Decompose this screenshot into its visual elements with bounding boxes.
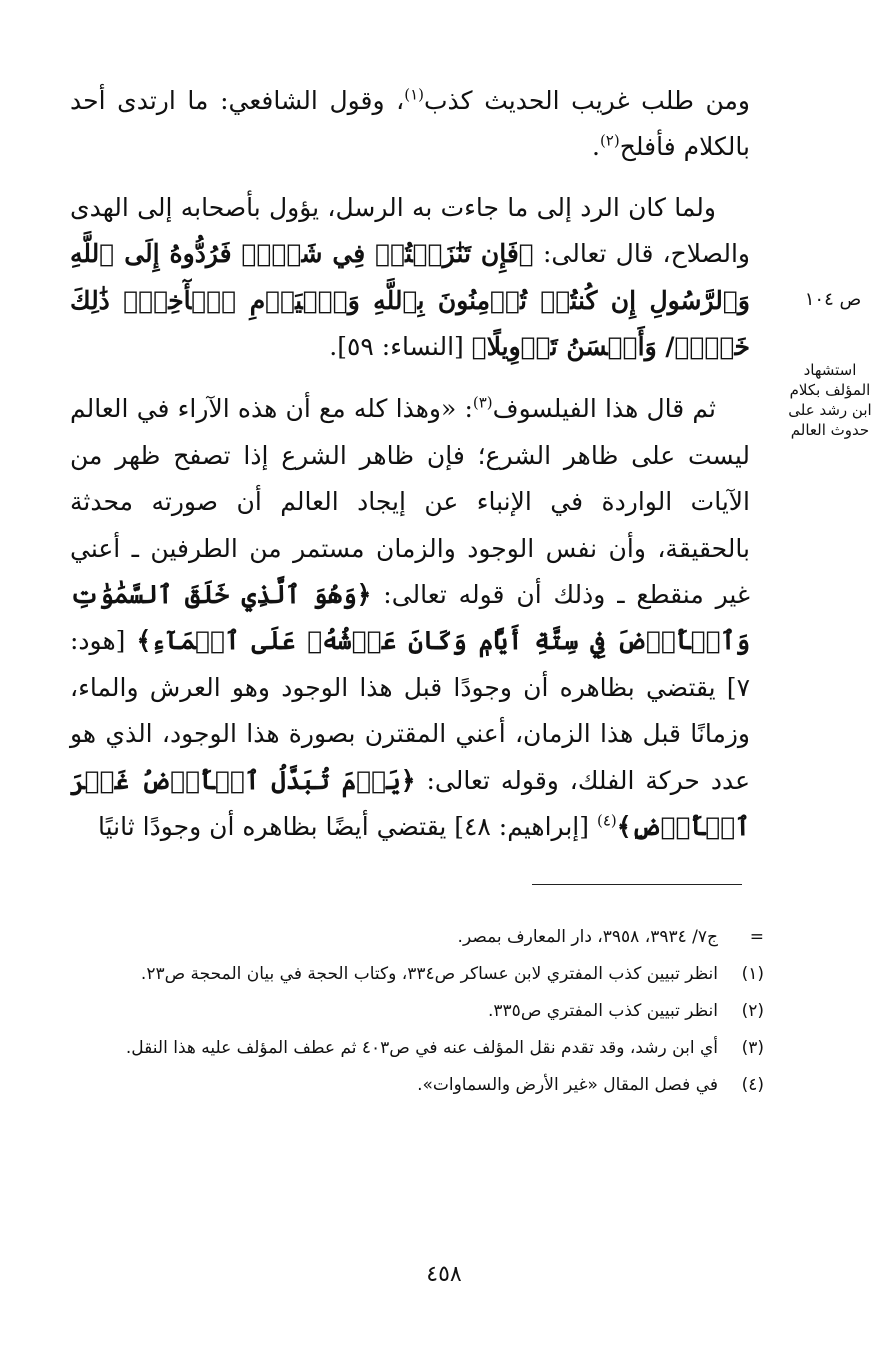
paragraph-3 [70, 386, 750, 850]
paragraph-1-text-a: ومن طلب غريب الحديث كذب [424, 86, 750, 115]
footnote-ref-2: (٢) [599, 132, 620, 151]
paragraph-3-text-d: [إبراهيم: ٤٨] يقتضي أيضًا بظاهره أن وجودًا ثانيًا [98, 812, 597, 842]
footnote-number: (١) [741, 964, 764, 984]
footnote-ref-1: (١) [404, 85, 425, 104]
footnote-ref-4: (٤) [596, 811, 617, 830]
footnote-text: انظر تبيين كذب المفتري ص٣٣٥. [488, 1001, 718, 1021]
quran-verse-hud: ﴿وَهُوَ ٱلَّذِي خَلَقَ ٱلسَّمَٰوَٰتِ وَٱلۡأَرۡضَ فِي سِتَّةِ أَيَّامٖ وَكَانَ عَرۡشُهُۥ عَلَى ٱلۡمَآءِ﴾ [70, 580, 750, 656]
footnote-continuation [74, 922, 764, 952]
footnote-text: أي ابن رشد، وقد تقدم نقل المؤلف عنه في ص٤٠٣ ثم عطف المؤلف عليه هذا النقل. [125, 1038, 718, 1058]
main-text-block [70, 78, 750, 851]
paragraph-3-text-a: ثم قال هذا الفيلسوف [492, 394, 716, 424]
footnote-text: في فصل المقال «غير الأرض والسماوات». [417, 1075, 718, 1095]
footnotes-section [74, 922, 764, 1107]
footnote-number: = [749, 927, 764, 947]
footnote-ref-3: (٣) [472, 394, 493, 413]
paragraph-1 [70, 78, 750, 171]
paragraph-3-text-b: : «وهذا كله مع أن هذه الآراء في العالم ليست على ظاهر الشرع؛ فإن ظاهر الشرع إذا تصفح ظهر من الآيات الواردة في الإنباء عن إيجاد العالم أن صورته محدثة بالحقيقة، وأن نفس الوجود والزمان مستمر من الطرفين ـ أعني غير منقطع ـ وذلك أن قوله تعالى: [70, 394, 750, 610]
paragraph-1-text-b: ، وقول الشافعي: ما ارتدى أحد بالكلام فأفلح [70, 86, 750, 162]
margin-topic-note: استشهاد المؤلف بكلام ابن رشد على حدوث العالم [788, 361, 872, 439]
margin-page-reference: ص ١٠٤ [804, 289, 862, 310]
footnote-1 [74, 959, 764, 989]
paragraph-2 [70, 185, 750, 371]
paragraph-2-text-a: ولما كان الرد إلى ما جاءت به الرسل، يؤول بأصحابه إلى الهدى والصلاح، قال تعالى: [70, 192, 750, 269]
footnote-separator [532, 884, 742, 885]
footnote-text: ج٧/ ٣٩٣٤، ٣٩٥٨، دار المعارف بمصر. [457, 927, 718, 947]
footnote-number: (٤) [741, 1075, 764, 1095]
quran-verse-ibrahim: ﴿يَوۡمَ تُبَدَّلُ ٱلۡأَرۡضُ غَيۡرَ ٱلۡأَرۡضِ﴾ [70, 765, 750, 842]
footnote-2 [74, 996, 764, 1026]
footnote-3 [74, 1033, 764, 1063]
page-number: ٤٥٨ [426, 1262, 462, 1287]
verse-reference-nisa: [النساء: ٥٩]. [329, 332, 472, 362]
footnote-4 [74, 1070, 764, 1100]
quran-verse-nisa: ﴿فَإِن تَنَٰزَعۡتُمۡ فِي شَيۡءٖ فَرُدُّوهُ إِلَى ٱللَّهِ وَٱلرَّسُولِ إِن كُنتُمۡ تُؤۡمِنُونَ بِٱللَّهِ وَٱلۡيَوۡمِ ٱلۡأٓخِرِۚ ذَٰلِكَ خَيۡرٞ/ وَأَحۡسَنُ تَأۡوِيلًا﴾ [70, 239, 750, 362]
footnote-number: (٣) [741, 1038, 764, 1058]
paragraph-3-text-c: [هود: ٧] يقتضي بظاهره أن وجودًا قبل هذا الوجود وهو العرش والماء، وزمانًا قبل هذا الزمان، أعني المقترن بصورة هذا الوجود، الذي هو عدد حركة الفلك، وقوله تعالى: [70, 626, 750, 795]
paragraph-1-text-c: . [591, 132, 600, 162]
footnote-text: انظر تبيين كذب المفتري لابن عساكر ص٣٣٤، وكتاب الحجة في بيان المحجة ص٢٣. [140, 964, 718, 984]
footnote-number: (٢) [741, 1001, 764, 1021]
